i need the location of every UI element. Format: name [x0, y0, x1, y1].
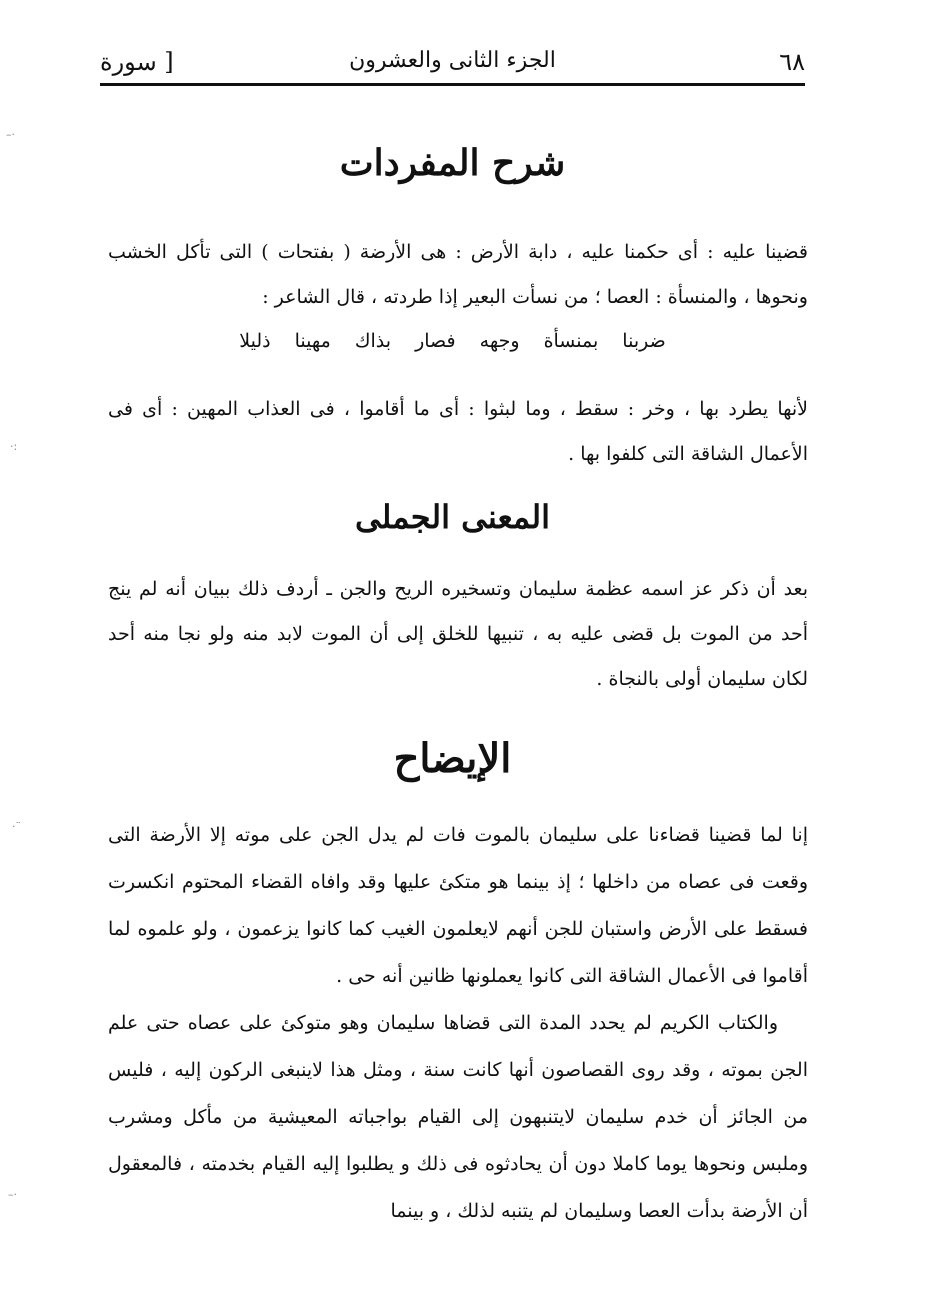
section-title-summary: المعنى الجملى [354, 498, 551, 536]
vocabulary-paragraph-continued: لأنها يطرد بها ، وخر : سقط ، وما لبثوا : أى ما أقاموا ، فى العذاب المهين : أى فى الأعمال الشاقة التى كلفوا بها . [108, 398, 808, 465]
page-number: ٦٨ [779, 48, 805, 76]
page-header [100, 40, 805, 86]
vocabulary-paragraph: قضينا عليه : أى حكمنا عليه ، دابة الأرض : هى الأرضة ( بفتحات ) التى تأكل الخشب ونحوها ، والمنسأة : العصا ؛ من نسأت البعير إذا طردته ، قال الشاعر : [108, 241, 808, 308]
scan-margin-mark: –· [8, 1188, 17, 1201]
scan-margin-mark: –· [6, 128, 15, 141]
section-title-vocabulary: شرح المفردات [339, 142, 566, 184]
header-rule [100, 83, 805, 86]
scan-margin-mark: ·¨ [12, 820, 21, 833]
scan-margin-mark: ·: [10, 440, 18, 453]
explanation-paragraph: إنا لما قضينا قضاءنا على سليمان بالموت فات لم يدل الجن على موته إلا الأرضة التى وقعت فى عصاه من داخلها ؛ إذ بينما هو متكئ عليها وقد وافاه القضاء المحتوم انكسرت فسقط على الأرض واستبان للجن أنهم لايعلمون الغيب كما كانوا يزعمون ، ولو علموه لما أقاموا فى الأعمال الشاقة التى كانوا يعملونها ظانين أنه حى . [108, 824, 808, 987]
surah-label: [ سورة [100, 48, 174, 76]
running-title: الجزء الثانى والعشرون [349, 48, 556, 73]
explanation-body [108, 812, 808, 1235]
poetry-verse: ضربنا بمنسأة وجهه فصار بذاك مهينا ذليلا [239, 330, 666, 352]
summary-paragraph: بعد أن ذكر عز اسمه عظمة سليمان وتسخيره الريح والجن ـ أردف ذلك ببيان أنه لم ينج أحد من الموت بل قضى عليه به ، تنبيها للخلق إلى أن الموت لابد منه ولو نجا منه أحد لكان سليمان أولى بالنجاة . [108, 578, 808, 690]
explanation-paragraph-2: والكتاب الكريم لم يحدد المدة التى قضاها سليمان وهو متوكئ على عصاه حتى علم الجن بموته ، وقد روى القصاصون أنها كانت سنة ، ومثل هذا لاينبغى الركون إليه ، فليس من الجائز أن خدم سليمان لايتنبهون إلى القيام بواجباته المعيشية من مأكل ومشرب وملبس ونحوها يوما كاملا دون أن يحادثوه فى ذلك و يطلبوا إليه القيام بخدمته ، فالمعقول أن الأرضة بدأت العصا وسليمان لم يتنبه لذلك ، و بينما [108, 1012, 808, 1222]
section-title-explanation: الإيضاح [393, 735, 512, 782]
